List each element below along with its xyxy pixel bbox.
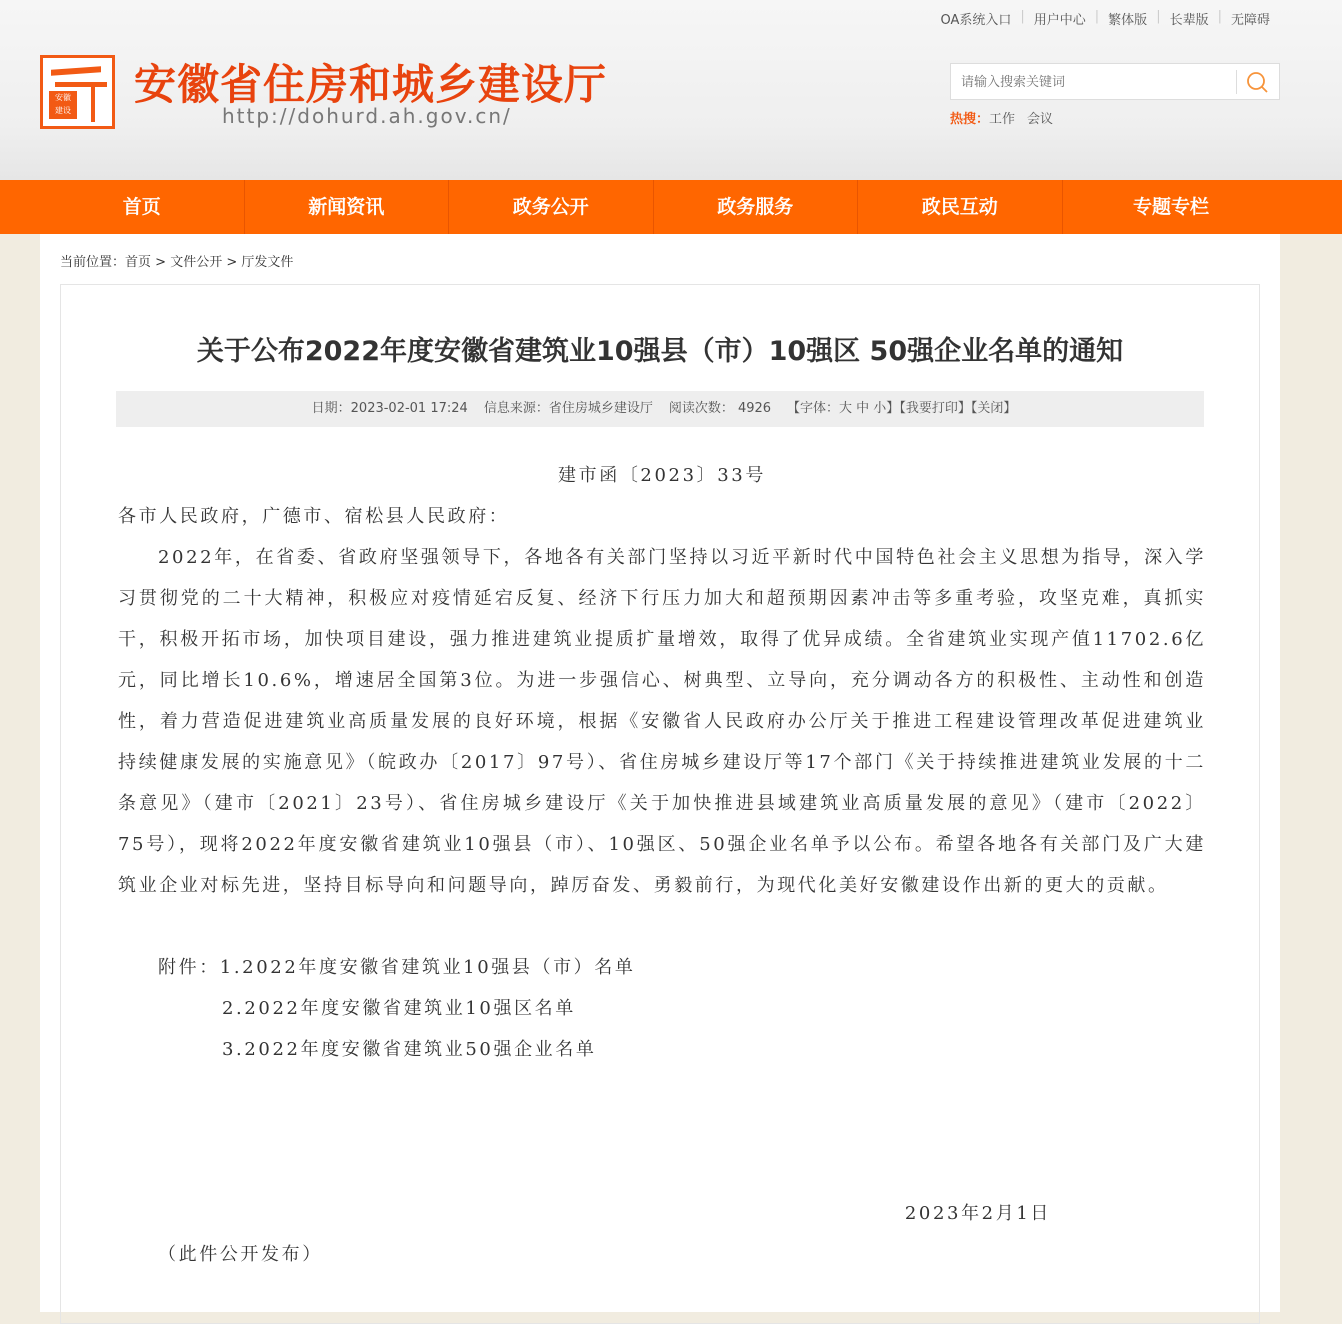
nav-gov-service[interactable]: 政务服务 [654, 180, 859, 234]
attachment-3[interactable]: 3.2022年度安徽省建筑业50强企业名单 [222, 1039, 597, 1060]
date: 日期：2023-02-01 17:24 [311, 401, 468, 416]
print-button[interactable]: 【我要打印】 [899, 401, 971, 416]
breadcrumb: 当前位置：首页 > 文件公开 > 厅发文件 [60, 255, 294, 270]
site-url: http://dohurd.ah.gov.cn/ [222, 104, 512, 128]
article-meta [116, 391, 1204, 427]
crumb-dept-files[interactable]: 厅发文件 [241, 255, 294, 270]
nav-topics[interactable]: 专题专栏 [1132, 196, 1209, 218]
views: 阅读次数： 4926 [668, 401, 772, 416]
crumb-files[interactable]: 文件公开 [170, 255, 223, 270]
user-center-link[interactable]: 用户中心 [1033, 13, 1086, 28]
top-links: OA系统入口 | 用户中心 | 繁体版 | 长辈版 | 无障碍 [940, 9, 1270, 28]
accessibility-link[interactable]: 无障碍 [1230, 13, 1270, 28]
crumb-home[interactable]: 首页 [125, 255, 152, 270]
close-button[interactable]: 【关闭】 [970, 401, 1017, 416]
publish-note: （此件公开发布） [158, 1244, 323, 1265]
body-paragraph: 2022年，在省委、省政府坚强领导下，各地各有关部门坚持以习近平新时代中国特色社会主义思想为指导，深入学习贯彻党的二十大精神，积极应对疫情延宕反复、经济下行压力加大和超预期因素冲击等多重考验，攻坚克难，真抓实干，积极开拓市场，加快项目建设，强力推进建筑业提质扩量增效，取得了优异成绩。全省建筑业实现产值11702.6亿元，同比增长10.6%，增速居全国第3位。为进一步强信心、树典型、立导向，充分调动各方的积极性、主动性和创造性，着力营造促进建筑业高质量发展的良好环境，根据《安徽省人民政府办公厅关于推进工程建设管理改革促进建筑业持续健康发展的实施意见》（皖政办〔2017〕97号）、省住房城乡建设厅等17个部门《关于持续推进建筑业发展的十二条意见》（建市〔2021〕23号）、省住房城乡建设厅《关于加快推进县域建筑业高质量发展的意见》（建市〔2022〕75号），现将2022年度安徽省建筑业10强县（市）、10强区、50强企业名单予以公布。希望各地各有关部门及广大建筑业企业对标先进，坚持目标导向和问题导向，踔厉奋发、勇毅前行，为现代化美好安徽建设作出新的更大的贡献。 [118, 547, 1206, 896]
main-nav [0, 180, 1342, 234]
article-body [118, 455, 1206, 1275]
nav-gov-open[interactable]: 政务公开 [449, 180, 654, 234]
nav-home[interactable]: 首页 [40, 180, 245, 234]
attachment-2[interactable]: 2.2022年度安徽省建筑业10强区名单 [222, 998, 576, 1019]
hot-term[interactable]: 工作 [989, 112, 1016, 127]
hot-term[interactable]: 会议 [1027, 112, 1054, 127]
logo-seal: 安徽 建设 [49, 91, 77, 119]
hot-label: 热搜： [950, 112, 990, 127]
source: 信息来源：省住房城乡建设厅 [483, 401, 653, 416]
elder-link[interactable]: 长辈版 [1169, 13, 1209, 28]
logo[interactable] [40, 55, 115, 129]
header [0, 0, 1342, 180]
oa-link[interactable]: OA系统入口 [940, 13, 1012, 28]
search-icon[interactable] [1245, 70, 1269, 94]
doc-number: 建市函〔2023〕33号 [558, 465, 766, 486]
search-box [950, 63, 1280, 100]
salutation: 各市人民政府，广德市、宿松县人民政府： [118, 506, 510, 527]
sign-date: 2023年2月1日 [904, 1203, 1051, 1224]
article-title: 关于公布2022年度安徽省建筑业10强县（市）10强区 50强企业名单的通知 [196, 336, 1124, 367]
font-size-control[interactable]: 【字体：大 中 小】 [787, 401, 900, 416]
attachment-1[interactable]: 附件：1.2022年度安徽省建筑业10强县（市）名单 [158, 957, 636, 978]
nav-interaction[interactable]: 政民互动 [858, 180, 1063, 234]
search-input[interactable] [951, 64, 1231, 99]
nav-news[interactable]: 新闻资讯 [245, 180, 450, 234]
site-name: 安徽省住房和城乡建设厅 [134, 60, 608, 109]
hot-search [950, 108, 1065, 127]
main-content [40, 234, 1280, 1312]
article [60, 284, 1260, 1324]
traditional-link[interactable]: 繁体版 [1108, 13, 1148, 28]
